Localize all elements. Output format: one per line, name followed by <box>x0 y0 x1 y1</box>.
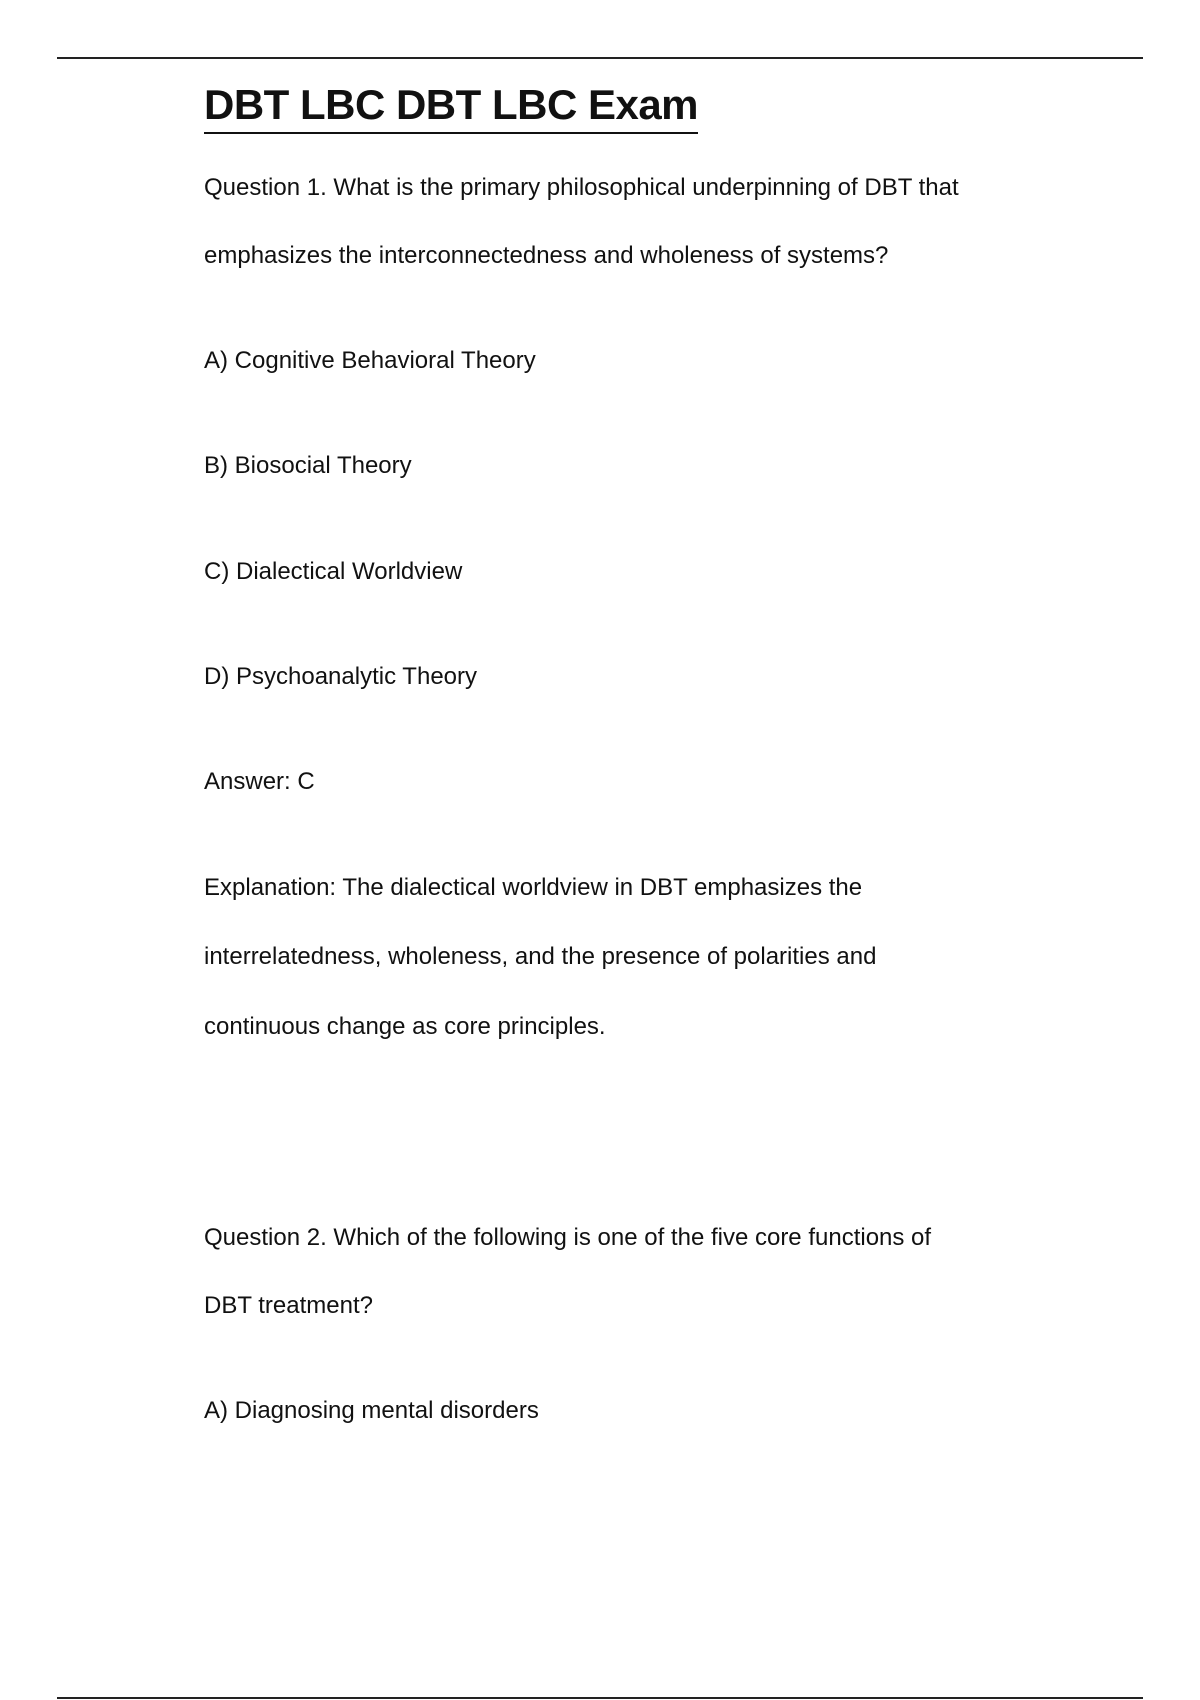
question-1-explanation-line-2: interrelatedness, wholeness, and the presence of polarities and <box>204 943 877 970</box>
question-1-text-line-1: Question 1. What is the primary philosophical underpinning of DBT that <box>204 174 959 201</box>
question-2-text-line-1: Question 2. Which of the following is one of the five core functions of <box>204 1224 932 1251</box>
question-1-explanation-line-3: continuous change as core principles. <box>204 1013 606 1040</box>
question-1-option-d: D) Psychoanalytic Theory <box>204 663 477 690</box>
document-title: DBT LBC DBT LBC Exam <box>204 80 698 134</box>
question-1-option-a: A) Cognitive Behavioral Theory <box>204 347 536 374</box>
question-1-option-b: B) Biosocial Theory <box>204 452 412 479</box>
question-1-text-line-2: emphasizes the interconnectedness and wholeness of systems? <box>204 242 889 269</box>
bottom-rule <box>57 1697 1143 1699</box>
question-2-text-line-2: DBT treatment? <box>204 1292 373 1319</box>
question-2-option-a: A) Diagnosing mental disorders <box>204 1397 539 1424</box>
top-rule <box>57 57 1143 59</box>
question-1-explanation-line-1: Explanation: The dialectical worldview in DBT emphasizes the <box>204 874 863 901</box>
question-1-option-c: C) Dialectical Worldview <box>204 558 463 585</box>
question-1-answer: Answer: C <box>204 768 315 795</box>
